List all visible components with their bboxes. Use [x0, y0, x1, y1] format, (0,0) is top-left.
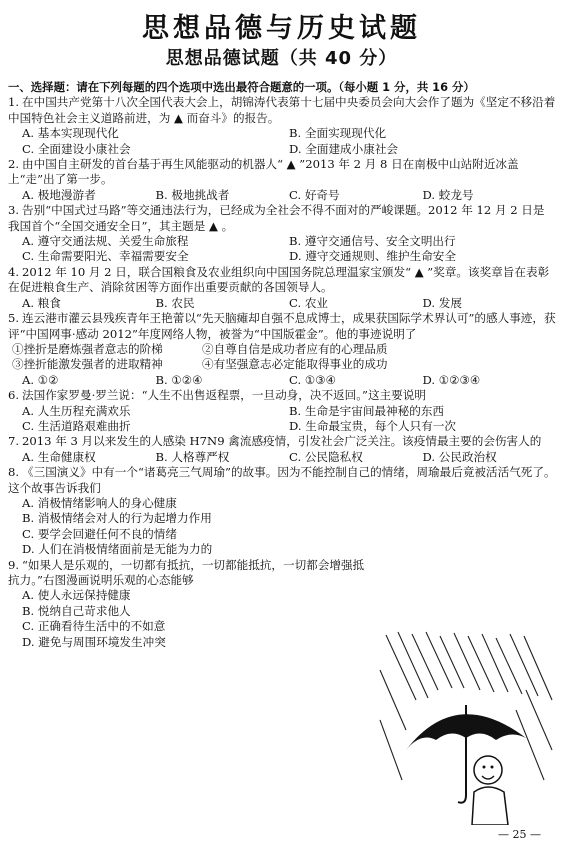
statement-4: ④有坚强意志必定能取得事业的成功	[202, 357, 388, 372]
question-number: 9.	[8, 557, 20, 572]
option-d: D. 公民政治权	[422, 449, 497, 464]
options	[8, 296, 556, 311]
options	[8, 126, 556, 157]
option-b: B. ①②④	[155, 372, 203, 387]
option-d: D. 发展	[422, 295, 462, 310]
page-title: 思想品德与历史试题	[142, 13, 421, 44]
option-d: D. 蛟龙号	[422, 187, 474, 202]
question-number: 5.	[8, 311, 20, 326]
question-stem: 法国作家罗曼·罗兰说：“人生不出售返程票，一旦动身，决不返回。”这主要说明	[22, 388, 426, 403]
option-d: D. ①②③④	[422, 372, 481, 387]
option-d: D. 全面建成小康社会	[289, 141, 399, 156]
option-d: D. 避免与周围环境发生冲突	[22, 634, 166, 649]
options	[8, 496, 387, 558]
question-stem: 由中国自主研发的首台基于再生风能驱动的机器人“ ▲ ”2013 年 2 月 8 日在南极中山站附近冰盖上“走”出了第一步。	[8, 157, 519, 187]
option-a: A. 使人永远保持健康	[22, 588, 131, 603]
option-a: A. 遵守交通法规、关爱生命旅程	[22, 234, 189, 249]
question-number: 3.	[8, 203, 20, 218]
option-b: B. 农民	[155, 295, 195, 310]
option-a: A. ①②	[22, 372, 59, 387]
option-a: A. 生命健康权	[22, 449, 96, 464]
options	[8, 188, 556, 203]
option-b: B. 消极情绪会对人的行为起增力作用	[22, 511, 212, 526]
umbrella-cartoon-image	[376, 630, 556, 825]
option-a: A. 粮食	[22, 295, 61, 310]
option-a: A. 消极情绪影响人的身心健康	[22, 495, 177, 510]
question-number: 2.	[8, 157, 20, 172]
option-c: C. 全面建设小康社会	[22, 141, 131, 156]
question-stem: 连云港市灌云县残疾青年王艳蕾以“先天脑瘫却自强不息成博士，成果获国际学术界认可”的感人事迹，获评“中国网事·感动 2012”年度网络人物，被誉为“中国版霍金”。他的事迹说明了	[8, 311, 556, 341]
option-d: D. 遵守交通规则、维护生命安全	[289, 249, 456, 264]
page-subtitle: 思想品德试题（共 40 分）	[165, 48, 398, 69]
option-b: B. 人格尊严权	[155, 449, 230, 464]
statement-list	[8, 342, 556, 373]
question-number: 6.	[8, 388, 20, 403]
option-c: C. 公民隐私权	[289, 449, 363, 464]
option-a: A. 极地漫游者	[22, 187, 96, 202]
question-number: 7.	[8, 434, 20, 449]
question-stem: 在中国共产党第十八次全国代表大会上，胡锦涛代表第十七届中央委员会向大会作了题为《坚定不移沿着中国特色社会主义道路前进，为 ▲ 而奋斗》的报告。	[8, 95, 556, 125]
option-b: B. 遵守交通信号、安全文明出行	[289, 234, 456, 249]
question-8	[8, 465, 556, 557]
question-4	[8, 265, 556, 311]
question-7	[8, 434, 556, 465]
option-b: B. 全面实现现代化	[289, 126, 387, 141]
option-c: C. 好奇号	[289, 187, 340, 202]
statement-1: ①挫折是磨炼强者意志的阶梯	[12, 341, 163, 356]
question-stem: “如果人是乐观的，一切都有抵抗，一切都能抵抗，一切都会增强抵抗力。”右图漫画说明乐观的心态能够	[8, 557, 365, 587]
page-number: — 25 —	[498, 828, 541, 841]
question-3	[8, 203, 556, 265]
option-d: D. 生命最宝贵，每个人只有一次	[289, 418, 456, 433]
option-c: C. 生命需要阳光、幸福需要安全	[22, 249, 189, 264]
question-5	[8, 311, 556, 388]
option-c: C. 农业	[289, 295, 329, 310]
option-a: A. 人生历程充满欢乐	[22, 403, 131, 418]
question-6	[8, 388, 556, 434]
option-c: C. 生活道路艰难曲折	[22, 418, 131, 433]
option-b: B. 极地挑战者	[155, 187, 230, 202]
question-stem: 2012 年 10 月 2 日，联合国粮食及农业组织向中国国务院总理温家宝颁发“ ▲ ”奖章。该奖章旨在表彰在促进粮食生产、消除贫困等方面作出重要贡献的各国领导人。	[8, 264, 550, 295]
option-d: D. 人们在消极情绪面前是无能为力的	[22, 542, 213, 557]
option-c: C. 正确看待生活中的不如意	[22, 619, 166, 634]
option-b: B. 悦纳自己苛求他人	[22, 603, 131, 618]
option-a: A. 基本实现现代化	[22, 126, 119, 141]
options	[8, 588, 373, 650]
options	[8, 234, 556, 265]
statement-3: ③挫折能激发强者的进取精神	[12, 357, 163, 372]
question-9	[8, 558, 373, 650]
question-number: 4.	[8, 264, 20, 279]
option-b: B. 生命是宇宙间最神秘的东西	[289, 403, 445, 418]
options	[8, 450, 556, 465]
exam-content	[8, 80, 556, 650]
question-stem: 《三国演义》中有一个“诸葛亮三气周瑜”的故事。因为不能控制自己的情绪，周瑜最后竟被活活气死了。这个故事告诉我们	[8, 465, 556, 495]
question-stem: 2013 年 3 月以来发生的人感染 H7N9 禽流感疫情，引发社会广泛关注。该疫情最主要的会伤害人的	[22, 434, 542, 449]
options	[8, 404, 556, 435]
options	[8, 373, 556, 388]
question-number: 8.	[8, 465, 20, 480]
section-heading: 一、选择题：请在下列每题的四个选项中选出最符合题意的一项。（每小题 1 分，共 16 分）	[8, 80, 475, 94]
question-stem: 告别“中国式过马路”等交通违法行为，已经成为全社会不得不面对的严峻课题。2012 年 12 月 2 日是我国首个“全国交通安全日”，其主题是 ▲ 。	[8, 203, 545, 233]
question-1	[8, 95, 556, 157]
question-number: 1.	[8, 95, 20, 110]
option-c: C. 要学会回避任何不良的情绪	[22, 526, 177, 541]
statement-2: ②自尊自信是成功者应有的心理品质	[202, 341, 388, 356]
question-2	[8, 157, 556, 203]
option-c: C. ①③④	[289, 372, 337, 387]
